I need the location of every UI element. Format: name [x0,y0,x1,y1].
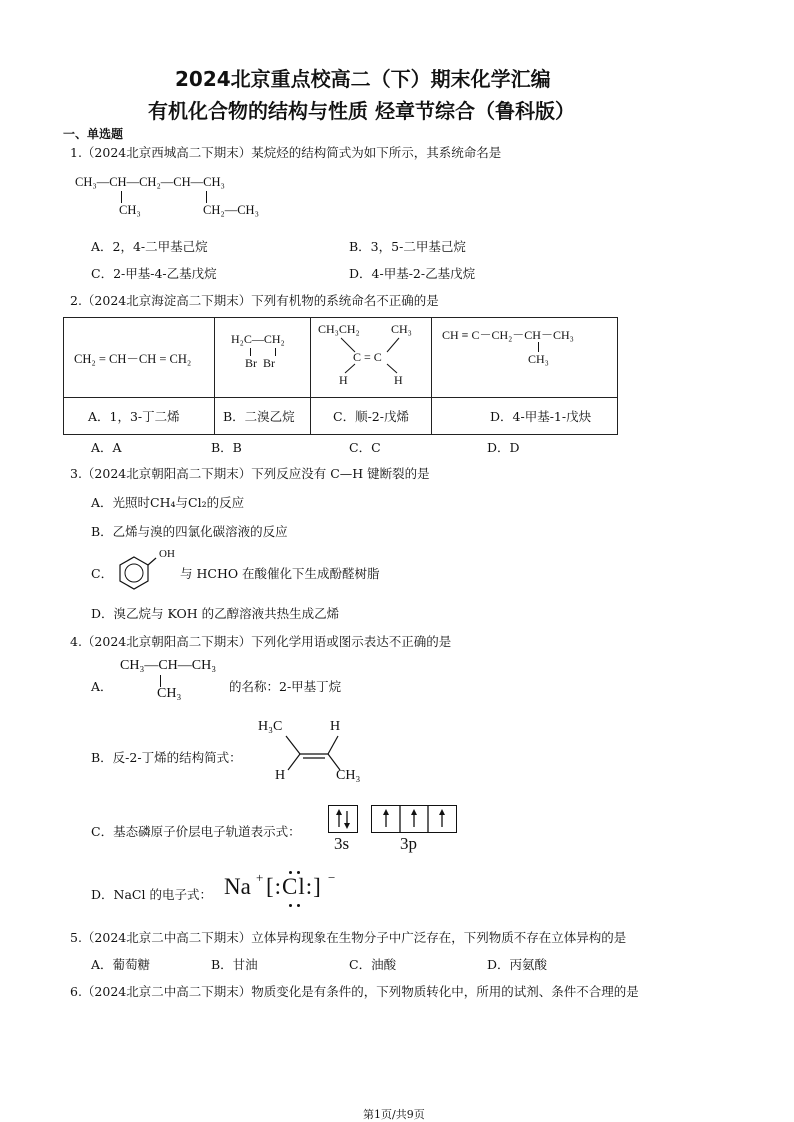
q2-cell-b-structure [215,318,311,398]
q2-name-b: B．二溴乙烷 [215,398,311,435]
page-subtitle: 有机化合物的结构与性质 烃章节综合（鲁科版） [148,99,575,123]
q2-name-c: C．顺-2-戊烯 [311,398,432,435]
q2-pentyne-sub: CH₃ [528,352,549,366]
q2-dibromo-bottom: Br Br [245,356,275,370]
q3-phenol-oh: OH [159,548,175,560]
q4-option-b-label[interactable]: B．反-2-丁烯的结构简式： [91,750,242,765]
question-4-stem: 4.（2024北京朝阳高二下期末）下列化学用语或图示表达不正确的是 [70,634,452,649]
orbital-3p-box [371,805,457,833]
q4-option-a-text: 的名称：2-甲基丁烷 [229,679,342,694]
orbital-3p-label: 3p [400,834,417,853]
q4-trans-h-top: H [330,719,341,734]
q2-pentene-h1: H [339,373,348,387]
orbital-3s-box [328,805,358,833]
q2-option-d[interactable]: D．D [487,440,520,455]
orbital-3s-label: 3s [334,834,350,853]
page-number: 第1页/共9页 [363,1108,425,1121]
q2-dibromo-bond-1 [250,348,251,356]
q2-cell-c-structure [311,318,432,398]
page-title: 2024北京重点校高二（下）期末化学汇编 [175,67,551,91]
q3-option-d[interactable]: D．溴乙烷与 KOH 的乙醇溶液共热生成乙烯 [91,606,340,621]
q5-option-c[interactable]: C．油酸 [349,957,397,972]
q4-option-d-label[interactable]: D．NaCl 的电子式： [91,887,212,902]
q3-option-c-label[interactable]: C． [91,566,114,581]
q1-option-b[interactable]: B．3，5-二甲基己烷 [349,239,466,254]
question-1-stem: 1.（2024北京西城高二下期末）某烷烃的结构简式为如下所示，其系统命名是 [70,145,502,160]
q2-pentyne-main: CH ≡ C－CH₂－CH－CH₃ [442,328,574,342]
q2-dibromo-bond-2 [275,348,276,356]
q2-pentene-cc: C = C [353,350,382,364]
q4-option-c-label[interactable]: C．基态磷原子价层电子轨道表示式： [91,824,301,839]
phenol-ring-icon [116,550,164,590]
q4-option-a-label[interactable]: A． [91,679,113,694]
q1-main-chain: CH₃—CH—CH₂—CH—CH₃ [75,175,225,189]
q4-trans-ch3: CH₃ [336,768,361,783]
q2-butadiene: CH₂ = CH－CH = CH₂ [74,351,192,366]
q3-option-a[interactable]: A．光照时CH₄与Cl₂的反应 [91,495,245,510]
q2-name-a: A．1，3-丁二烯 [64,398,215,435]
q2-option-c[interactable]: C．C [349,440,381,455]
q2-pentene-left: CH₃CH₂ [318,322,360,336]
q4-trans-h-bottom: H [275,768,286,783]
q1-option-d[interactable]: D．4-甲基-2-乙基戊烷 [349,266,476,281]
q2-pentene-h2: H [394,373,403,387]
electron-dot-2 [297,871,300,874]
q1-option-c[interactable]: C．2-甲基-4-乙基戊烷 [91,266,217,281]
q1-bond-1 [121,191,122,203]
q2-cell-a-structure [64,318,215,398]
q1-option-a[interactable]: A．2，4-二甲基己烷 [91,239,208,254]
q3-option-b[interactable]: B．乙烯与溴的四氯化碳溶液的反应 [91,524,288,539]
q2-dibromo-top: H₂C—CH₂ [231,332,285,346]
question-6-stem: 6.（2024北京二中高二下期末）物质变化是有条件的，下列物质转化中，所用的试剂、条件不合理的是 [70,984,639,999]
q2-option-a[interactable]: A．A [91,440,122,455]
q5-option-a[interactable]: A．葡萄糖 [91,957,151,972]
orbital-3p-arrows-icon [372,806,456,832]
q5-option-b[interactable]: B．甘油 [211,957,258,972]
q3-option-c-text: 与 HCHO 在酸催化下生成酚醛树脂 [180,566,380,581]
q1-bond-2 [206,191,207,203]
q2-structure-table [63,317,618,435]
electron-dot-4 [297,904,300,907]
electron-dot-1 [289,871,292,874]
question-3-stem: 3.（2024北京朝阳高二下期末）下列反应没有 C—H 键断裂的是 [70,466,430,481]
q5-option-d[interactable]: D．丙氨酸 [487,957,548,972]
q4-nacl-cl-charge: − [328,870,336,885]
q4-butane-main: CH₃—CH—CH₃ [120,658,217,673]
q2-name-d: D．4-甲基-1-戊炔 [432,398,618,435]
q2-pentyne-bond [538,342,539,352]
q1-branch-2: CH₂—CH₃ [203,203,259,217]
electron-dot-3 [289,904,292,907]
q2-option-b[interactable]: B．B [211,440,242,455]
orbital-3s-arrows-icon [329,806,357,832]
section-heading: 一、单选题 [63,127,124,141]
q2-cell-d-structure [432,318,618,398]
question-5-stem: 5.（2024北京二中高二下期末）立体异构现象在生物分子中广泛存在，下列物质不存在立体异构的是 [70,930,627,945]
q4-nacl-na-charge: + [256,870,264,885]
q1-branch-1: CH₃ [119,203,141,217]
question-2-stem: 2.（2024北京海淀高二下期末）下列有机物的系统命名不正确的是 [70,293,439,308]
q4-butane-sub: CH₃ [157,686,182,701]
q4-nacl-cl: [:Cl:] [266,874,322,899]
q4-trans-h3c: H₃C [258,719,283,734]
q4-nacl-na: Na [224,874,251,899]
q2-pentene-right: CH₃ [391,322,412,336]
